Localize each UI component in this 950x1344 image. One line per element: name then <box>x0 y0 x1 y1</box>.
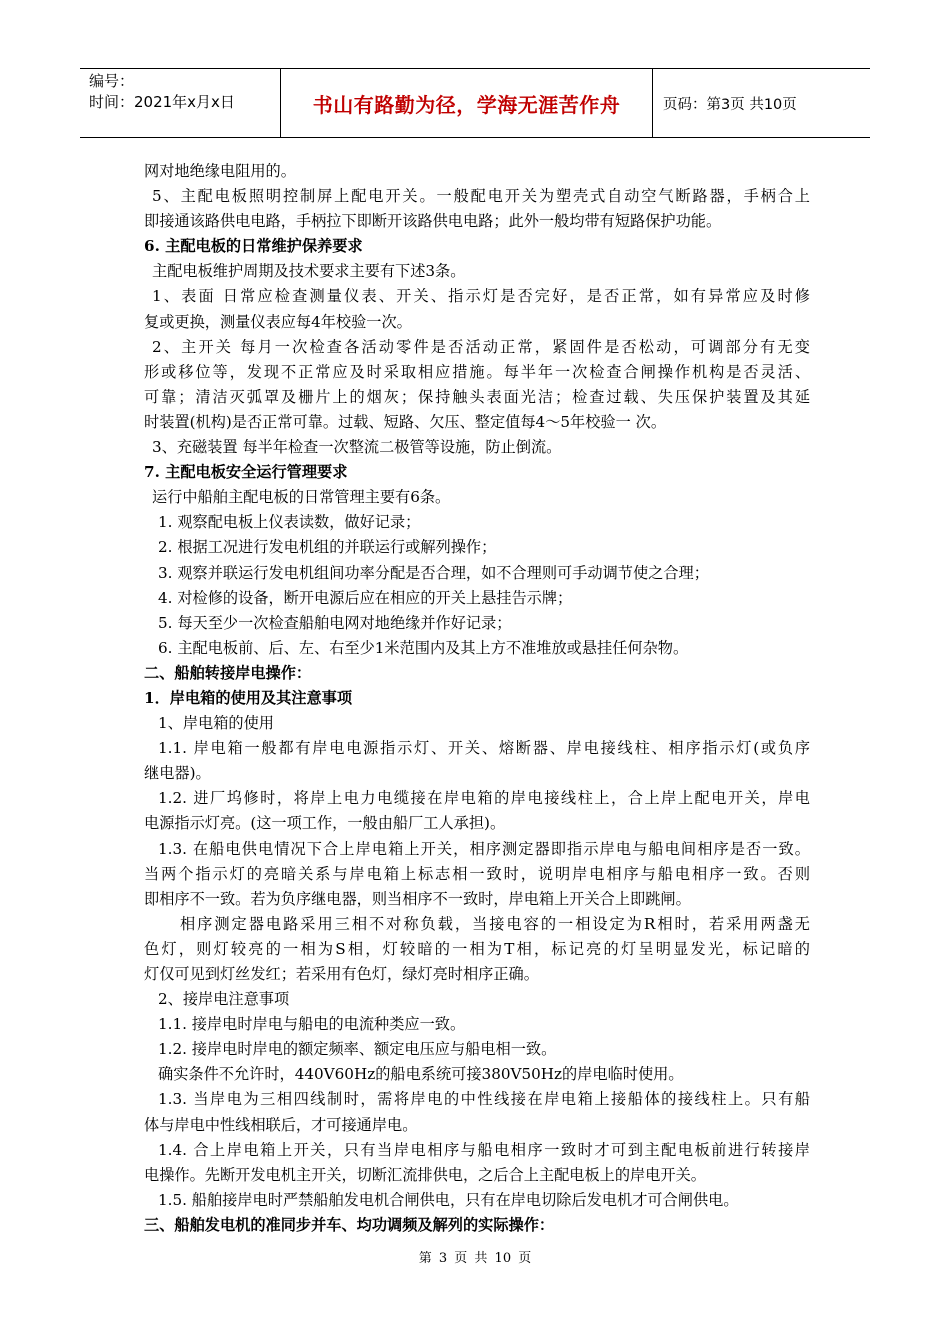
text-line: 1.2. 进厂坞修时，将岸上电力电缆接在岸电箱的岸电接线柱上，合上岸上配电开关，岸电 <box>158 789 810 808</box>
list-item: 5. 每天至少一次检查船舶电网对地绝缘并作好记录； <box>158 613 512 632</box>
document-body <box>144 159 810 1238</box>
page-footer: 第 3 页 共 10 页 <box>418 1251 532 1266</box>
text-line: 运行中船舶主配电板的日常管理主要有6条。 <box>152 488 451 507</box>
subsection-heading: 1、岸电箱的使用 <box>158 714 274 733</box>
header-meta-cell <box>80 69 281 137</box>
text-line: 1.3. 在船电供电情况下合上岸电箱上开关，相序测定器即指示岸电与船电间相序是否一致。 <box>158 839 810 858</box>
text-line: 灯仅可见到灯丝发红；若采用有色灯，绿灯亮时相序正确。 <box>144 965 539 983</box>
section-heading: 6. 主配电板的日常维护保养要求 <box>144 237 363 256</box>
list-item: 1. 观察配电板上仪表读数，做好记录； <box>158 513 421 532</box>
text-line: 2、主开关 每月一次检查各活动零件是否活动正常，紧固件是否松动，可调部分有无变 <box>152 337 810 356</box>
header-page-info: 页码：第3页 共10页 <box>663 96 797 113</box>
text-line: 时装置(机构)是否正常可靠。过载、短路、欠压、整定值每4～5年校验一 次。 <box>144 412 667 431</box>
text-line: 3、充磁装置 每半年检查一次整流二极管等设施，防止倒流。 <box>152 438 562 457</box>
text-line: 色灯，则灯较亮的一相为S相，灯较暗的一相为T相，标记亮的灯呈明显发光，标记暗的 <box>144 939 810 958</box>
text-line: 主配电板维护周期及技术要求主要有下述3条。 <box>152 262 466 281</box>
text-line: 网对地绝缘电阻用的。 <box>144 162 296 180</box>
text-line: 1、表面 日常应检查测量仪表、开关、指示灯是否完好，是否正常，如有异常应及时修 <box>152 287 810 306</box>
text-line: 即相序不一致。若为负序继电器，则当相序不一致时，岸电箱上开关合上即跳闸。 <box>144 889 691 908</box>
text-line: 1.2. 接岸电时岸电的额定频率、额定电压应与船电相一致。 <box>158 1040 557 1059</box>
text-line: 形或移位等，发现不正常应及时采取相应措施。每半年一次检查合闸操作机构是否灵活、 <box>144 362 810 381</box>
subsection-heading: 2、接岸电注意事项 <box>158 990 290 1009</box>
text-line: 电操作。先断开发电机主开关，切断汇流排供电，之后合上主配电板上的岸电开关。 <box>144 1165 706 1184</box>
text-line: 电源指示灯亮。(这一项工作，一般由船厂工人承担)。 <box>144 814 506 833</box>
text-line: 1.4. 合上岸电箱上开关，只有当岸电相序与船电相序一致时才可到主配电板前进行转接岸 <box>158 1140 810 1159</box>
page-header <box>80 68 870 138</box>
section-heading: 1．岸电箱的使用及其注意事项 <box>144 688 353 707</box>
list-item: 3. 观察并联运行发电机组间功率分配是否合理，如不合理则可手动调节使之合理； <box>158 563 709 582</box>
doc-time-label: 时间：2021年x月x日 <box>89 93 235 111</box>
text-line: 1.1. 岸电箱一般都有岸电电源指示灯、开关、熔断器、岸电接线柱、相序指示灯(或负序 <box>158 739 810 758</box>
text-line: 可靠；清洁灭弧罩及栅片上的烟灰；保持触头表面光洁；检查过载、失压保护装置及其延 <box>144 387 810 406</box>
text-line: 体与岸电中性线相联后，才可接通岸电。 <box>144 1115 418 1134</box>
text-line: 1.1. 接岸电时岸电与船电的电流种类应一致。 <box>158 1015 466 1034</box>
text-line: 相序测定器电路采用三相不对称负载，当接电容的一相设定为R相时，若采用两盏无 <box>180 914 810 933</box>
doc-code-label: 编号： <box>89 72 135 90</box>
text-line: 继电器)。 <box>144 764 211 783</box>
text-line: 复或更换，测量仪表应每4年校验一次。 <box>144 312 412 331</box>
text-line: 1.5. 船舶接岸电时严禁船舶发电机合闸供电，只有在岸电切除后发电机才可合闸供电。 <box>158 1190 739 1209</box>
text-line: 即接通该路供电电路，手柄拉下即断开该路供电电路；此外一般均带有短路保护功能。 <box>144 212 722 231</box>
text-line: 当两个指示灯的亮暗关系与岸电箱上标志相一致时，说明岸电相序与船电相序一致。否则 <box>144 864 810 883</box>
list-item: 2. 根据工况进行发电机组的并联运行或解列操作； <box>158 538 497 557</box>
list-item: 4. 对检修的设备，断开电源后应在相应的开关上悬挂告示牌； <box>158 588 573 607</box>
section-heading: 7. 主配电板安全运行管理要求 <box>144 463 348 482</box>
text-line: 确实条件不允许时，440V60Hz的船电系统可接380V50Hz的岸电临时使用。 <box>158 1065 684 1084</box>
chapter-heading: 三、船舶发电机的准同步并车、均功调频及解列的实际操作： <box>144 1215 555 1234</box>
list-item: 6. 主配电板前、后、左、右至少1米范围内及其上方不准堆放或悬挂任何杂物。 <box>158 638 689 657</box>
header-motto: 书山有路勤为径，学海无涯苦作舟 <box>281 69 653 137</box>
text-line: 1.3. 当岸电为三相四线制时，需将岸电的中性线接在岸电箱上接船体的接线柱上。只有船 <box>158 1090 810 1109</box>
text-line: 5、主配电板照明控制屏上配电开关。一般配电开关为塑壳式自动空气断路器，手柄合上 <box>152 187 810 206</box>
chapter-heading: 二、船舶转接岸电操作： <box>144 663 312 682</box>
